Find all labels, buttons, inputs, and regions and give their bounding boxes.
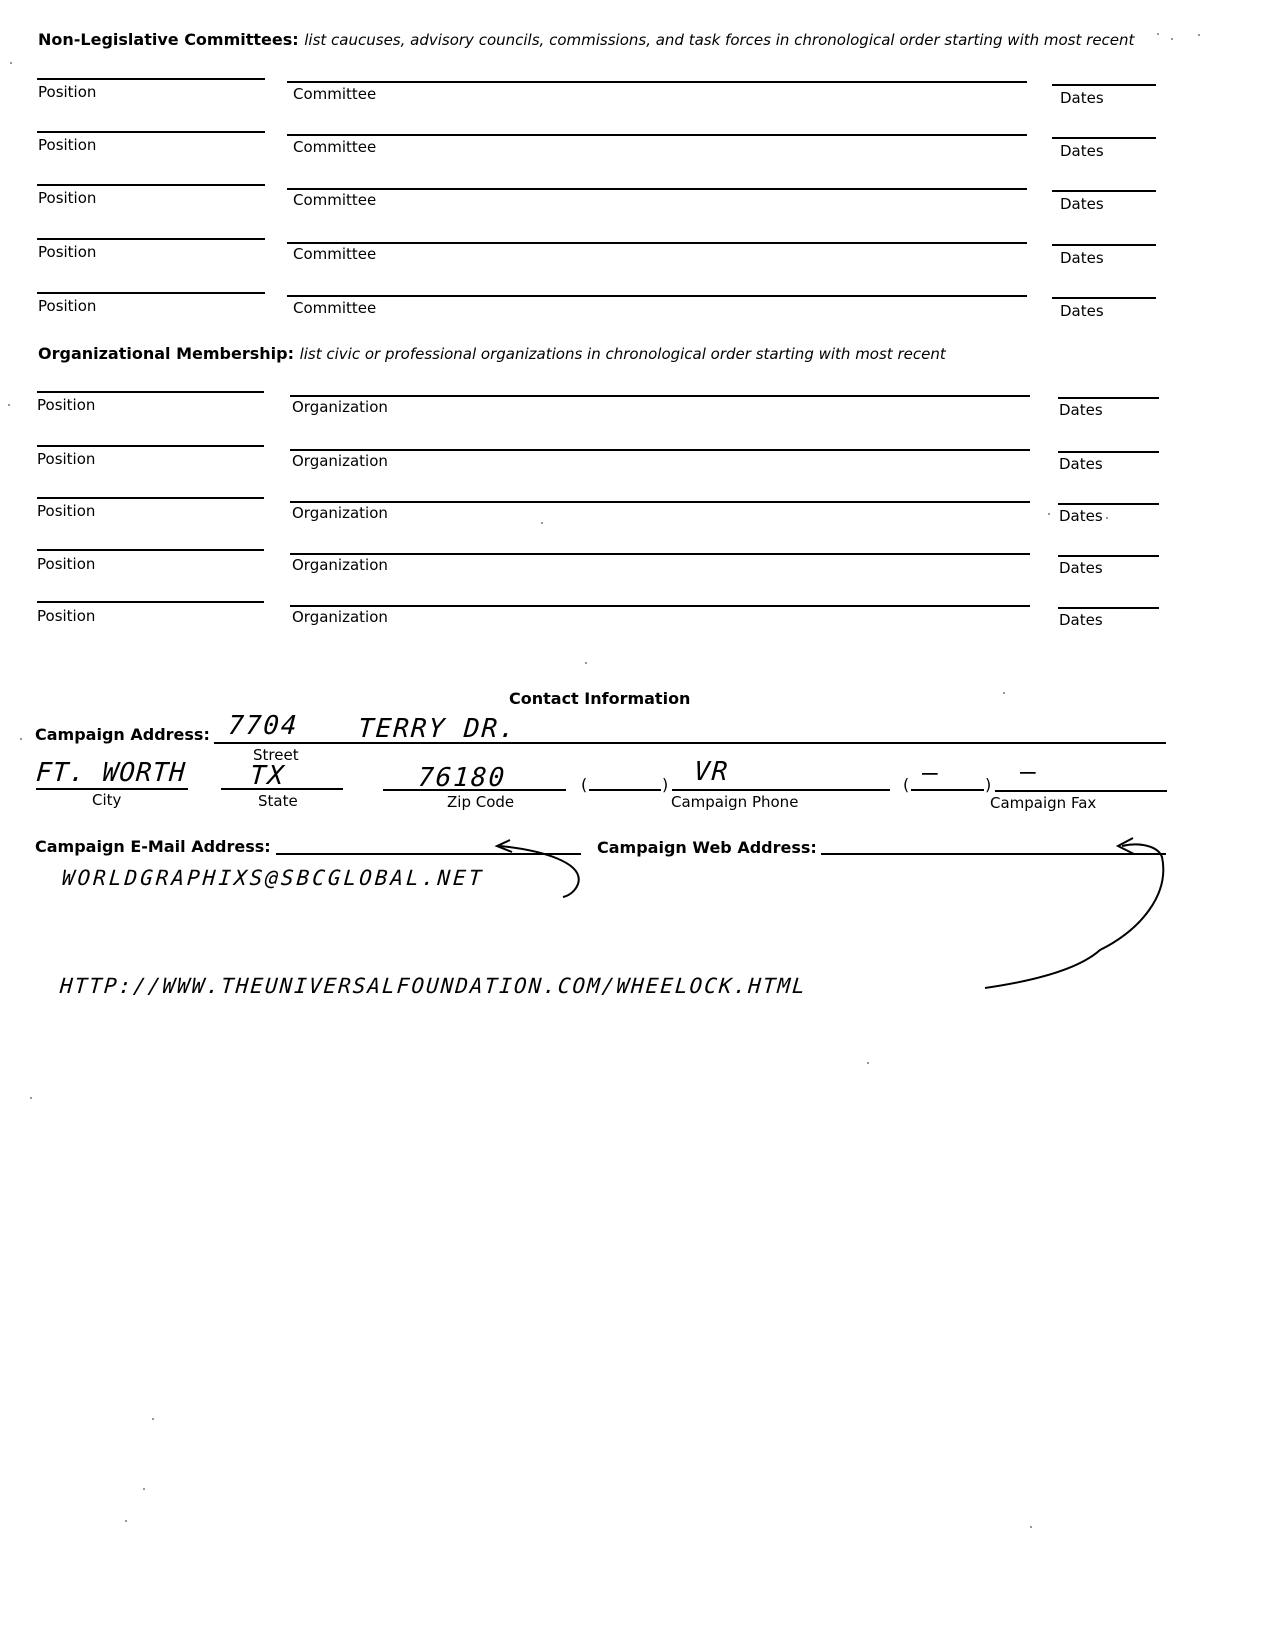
org-position-label: Position [37, 607, 96, 625]
committees-title: Non-Legislative Committees [38, 30, 293, 49]
org-name-label: Organization [292, 452, 388, 470]
scan-speck [1157, 33, 1159, 35]
organizations-title: Organizational Membership: [38, 344, 294, 363]
org-name-label: Organization [292, 608, 388, 626]
phone-area-open-paren: ( [581, 775, 588, 794]
email-arrow-curve [500, 846, 579, 897]
scan-speck [20, 738, 22, 740]
scan-speck [125, 1520, 127, 1522]
street-caption: Street [253, 746, 299, 764]
org-name-label: Organization [292, 398, 388, 416]
campaign-address-label: Campaign Address: [35, 725, 210, 744]
phone-caption: Campaign Phone [671, 793, 799, 811]
committee-dates-label: Dates [1060, 89, 1104, 107]
org-name-label: Organization [292, 504, 388, 522]
scan-speck [152, 1418, 154, 1420]
email-label: Campaign E-Mail Address: [35, 837, 271, 856]
scan-speck [10, 62, 12, 64]
committee-dates-label: Dates [1060, 142, 1104, 160]
web-value: HTTP://WWW.THEUNIVERSALFOUNDATION.COM/WHEELOCK.HTML [59, 974, 808, 998]
committee-name-label: Committee [293, 191, 377, 209]
org-dates-label: Dates [1059, 401, 1103, 419]
org-dates-label: Dates [1059, 559, 1103, 577]
fax-area-open-paren: ( [903, 775, 910, 794]
committee-name-label: Committee [293, 85, 377, 103]
committee-dates-label: Dates [1060, 249, 1104, 267]
committee-dates-label: Dates [1060, 302, 1104, 320]
org-position-label: Position [37, 555, 96, 573]
committee-dates-label: Dates [1060, 195, 1104, 213]
phone-value: VR [692, 757, 731, 787]
fax-caption: Campaign Fax [990, 794, 1097, 812]
zip-value: 76180 [416, 763, 508, 793]
scan-speck [1048, 513, 1050, 515]
scan-speck [1171, 38, 1173, 40]
scan-speck [1198, 34, 1200, 36]
committees-instruction: list caucuses, advisory councils, commissions, and task forces in chronological order starting with most recent [304, 31, 1135, 49]
org-position-label: Position [37, 502, 96, 520]
scan-speck [143, 1488, 145, 1490]
city-caption: City [92, 791, 122, 809]
scan-speck [585, 662, 587, 664]
committee-position-label: Position [38, 297, 97, 315]
scan-speck [541, 522, 543, 524]
committee-name-label: Committee [293, 299, 377, 317]
committees-colon: : [292, 30, 305, 49]
fax-area-value: — [920, 758, 941, 788]
web-arrow-curve [985, 844, 1163, 988]
committee-position-label: Position [38, 243, 97, 261]
street-number-value: 7704 [226, 711, 300, 741]
org-dates-label: Dates [1059, 455, 1103, 473]
org-name-label: Organization [292, 556, 388, 574]
committee-position-label: Position [38, 189, 97, 207]
org-position-label: Position [37, 450, 96, 468]
contact-title: Contact Information [509, 689, 691, 708]
street-name-value: TERRY DR. [356, 714, 518, 744]
fax-value: — [1018, 757, 1039, 787]
state-value: TX [248, 761, 287, 791]
committee-name-label: Committee [293, 245, 377, 263]
city-value: FT. WORTH [34, 758, 187, 788]
committee-name-label: Committee [293, 138, 377, 156]
organizations-instruction: list civic or professional organizations in chronological order starting with most recent [299, 345, 946, 363]
scan-speck [1030, 1526, 1032, 1528]
scan-speck [30, 1097, 32, 1099]
email-value: WORLDGRAPHIXS@SBCGLOBAL.NET [61, 866, 486, 890]
scan-speck [8, 404, 10, 406]
web-label: Campaign Web Address: [597, 838, 817, 857]
org-dates-label: Dates [1059, 507, 1103, 525]
scan-speck [1106, 517, 1108, 519]
org-dates-label: Dates [1059, 611, 1103, 629]
zip-caption: Zip Code [447, 793, 515, 811]
scan-speck [867, 1062, 869, 1064]
fax-area-close-paren: ) [985, 775, 992, 794]
state-caption: State [258, 792, 298, 810]
phone-area-close-paren: ) [662, 775, 669, 794]
scan-speck [1003, 692, 1005, 694]
committee-position-label: Position [38, 83, 97, 101]
org-position-label: Position [37, 396, 96, 414]
committee-position-label: Position [38, 136, 97, 154]
